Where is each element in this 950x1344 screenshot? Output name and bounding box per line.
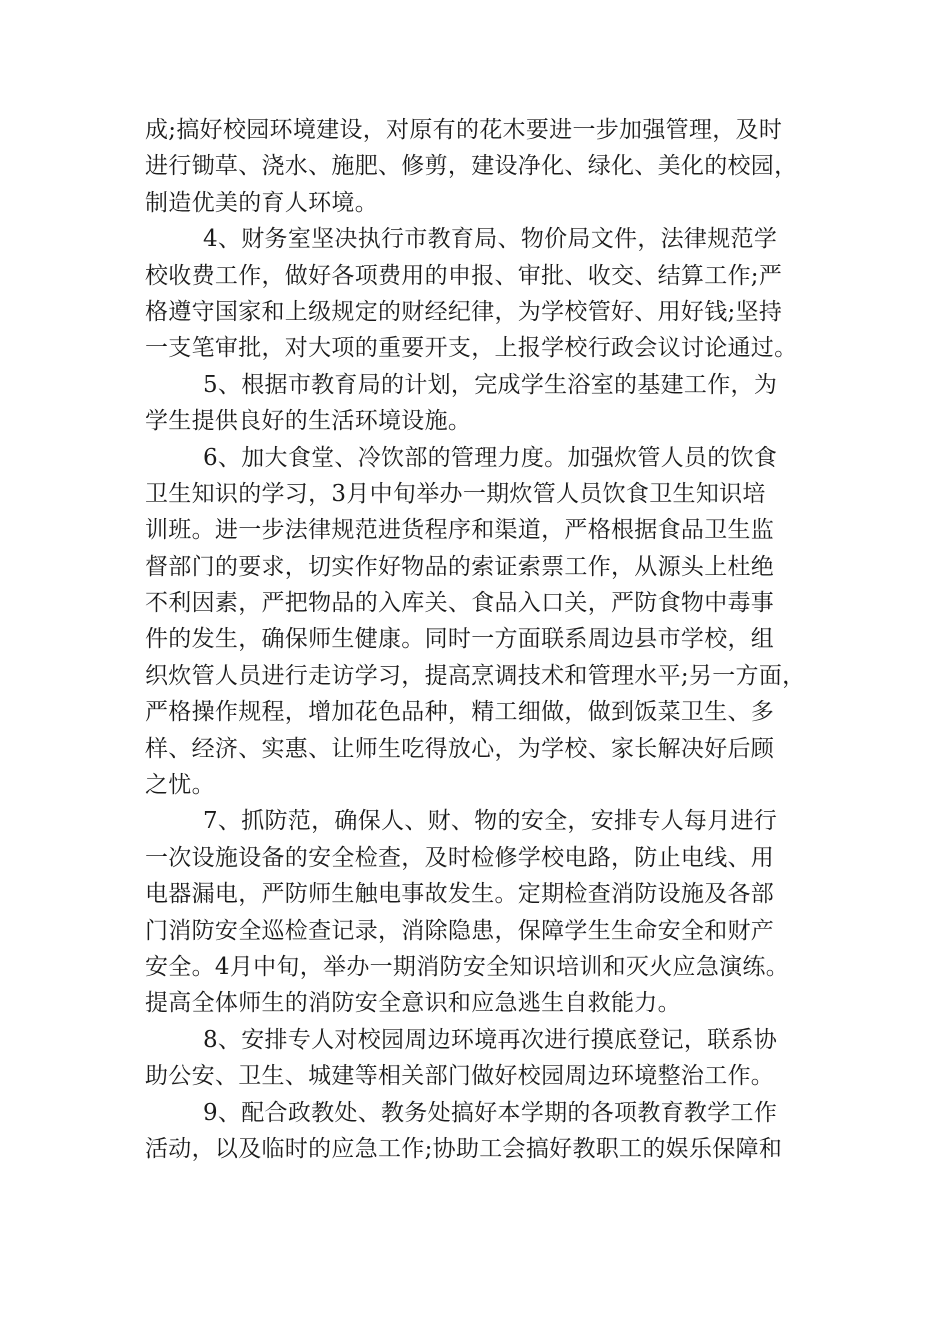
text-line: 活动，以及临时的应急工作;协助工会搞好教职工的娱乐保障和: [145, 1135, 783, 1162]
text-line: 卫生知识的学习，3月中旬举办一期炊管人员饮食卫生知识培: [145, 480, 766, 507]
paragraph-9-start: 9、配合政教处、教务处搞好本学期的各项教育教学工作: [203, 1099, 778, 1126]
paragraph-8-start: 8、安排专人对校园周边环境再次进行摸底登记，联系协: [203, 1026, 778, 1053]
text-line: 电器漏电，严防师生触电事故发生。定期检查消防设施及各部: [145, 881, 775, 908]
paragraph-6-start: 6、加大食堂、冷饮部的管理力度。加强炊管人员的饮食: [203, 444, 778, 471]
text-line: 进行锄草、浇水、施肥、修剪，建设净化、绿化、美化的校园，: [145, 153, 798, 180]
text-line: 督部门的要求，切实作好物品的索证索票工作，从源头上杜绝: [145, 553, 775, 580]
paragraph-4-start: 4、财务室坚决执行市教育局、物价局文件，法律规范学: [203, 226, 778, 253]
text-line: 助公安、卫生、城建等相关部门做好校园周边环境整治工作。: [145, 1063, 775, 1090]
text-line: 校收费工作，做好各项费用的申报、审批、收交、结算工作;严: [145, 262, 783, 289]
text-line: 严格操作规程，增加花色品种，精工细做，做到饭菜卫生、多: [145, 699, 775, 726]
text-line: 一支笔审批，对大项的重要开支，上报学校行政会议讨论通过。: [145, 335, 798, 362]
text-line: 门消防安全巡检查记录，消除隐患，保障学生生命安全和财产: [145, 917, 775, 944]
text-line: 不利因素，严把物品的入库关、食品入口关，严防食物中毒事: [145, 590, 775, 617]
text-line: 之忧。: [145, 772, 215, 799]
text-line: 成;搞好校园环境建设，对原有的花木要进一步加强管理，及时: [145, 117, 783, 143]
paragraph-7-start: 7、抓防范，确保人、财、物的安全，安排专人每月进行: [203, 808, 778, 835]
document-body: [145, 112, 810, 1167]
text-line: 一次设施设备的安全检查，及时检修学校电路，防止电线、用: [145, 844, 775, 871]
text-line: 学生提供良好的生活环境设施。: [145, 408, 472, 435]
text-line: 训班。进一步法律规范进货程序和渠道，严格根据食品卫生监: [145, 517, 775, 544]
text-line: 提高全体师生的消防安全意识和应急逃生自救能力。: [145, 990, 681, 1017]
paragraph-5-start: 5、根据市教育局的计划，完成学生浴室的基建工作，为: [203, 371, 778, 398]
text-line: 安全。4月中旬，举办一期消防安全知识培训和灭火应急演练。: [145, 953, 790, 980]
text-line: 样、经济、实惠、让师生吃得放心，为学校、家长解决好后顾: [145, 735, 775, 762]
text-line: 织炊管人员进行走访学习，提高烹调技术和管理水平;另一方面，: [145, 662, 806, 689]
text-line: 制造优美的育人环境。: [145, 189, 378, 216]
text-line: 格遵守国家和上级规定的财经纪律，为学校管好、用好钱;坚持: [145, 298, 783, 325]
text-line: 件的发生，确保师生健康。同时一方面联系周边县市学校，组: [145, 626, 775, 653]
